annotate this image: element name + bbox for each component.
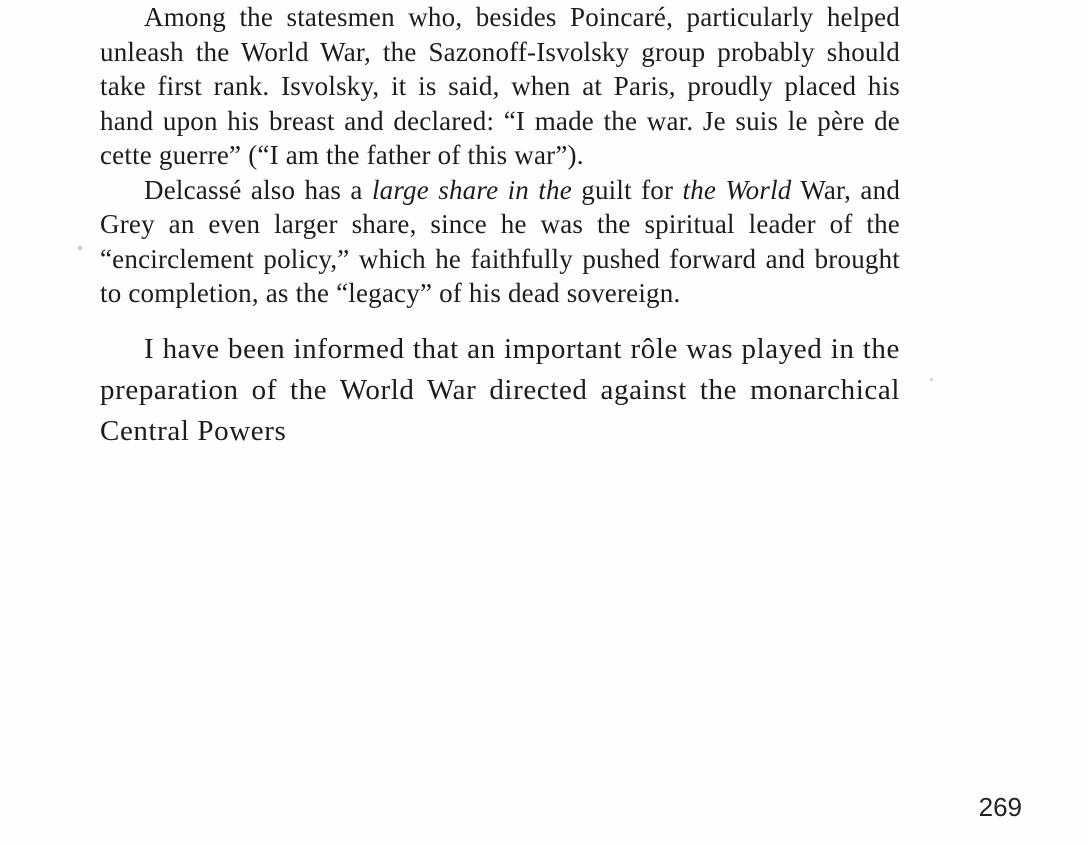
paragraph-3: I have been informed that an important rôle was played in the preparation of the World War directed against the monarchical Central Powers — [100, 332, 900, 447]
body-text — [100, 0, 900, 452]
paragraph-2-middle: guilt for — [571, 174, 683, 205]
page-number: 269 — [978, 792, 1022, 822]
scan-speck — [78, 246, 82, 250]
paragraph-2-italic-phrase: large share in the — [371, 174, 572, 205]
paragraph-2-start: Delcassé also has a — [144, 174, 372, 205]
paragraph-2 — [100, 173, 900, 311]
paragraph-2-italic-phrase-2: the World — [682, 174, 792, 205]
paragraph-1: Among the statesmen who, besides Poincaré, particularly helped unleash the World War, the Sazonoff-Isvolsky group probably should take first rank. Isvolsky, it is said, when at Paris, proudly placed his hand upon his breast and declared: “I made the war. Je suis le père de cette guerre” (“I am the father of this war”). — [100, 2, 900, 170]
scan-speck — [930, 378, 933, 381]
paragraph-2-end: War, and Grey an even larger share, since he was the spiritual leader of the “encirclement policy,” which he faithfully pushed forward and brought to completion, as the “legacy” of his dead sovereign. — [100, 174, 901, 308]
